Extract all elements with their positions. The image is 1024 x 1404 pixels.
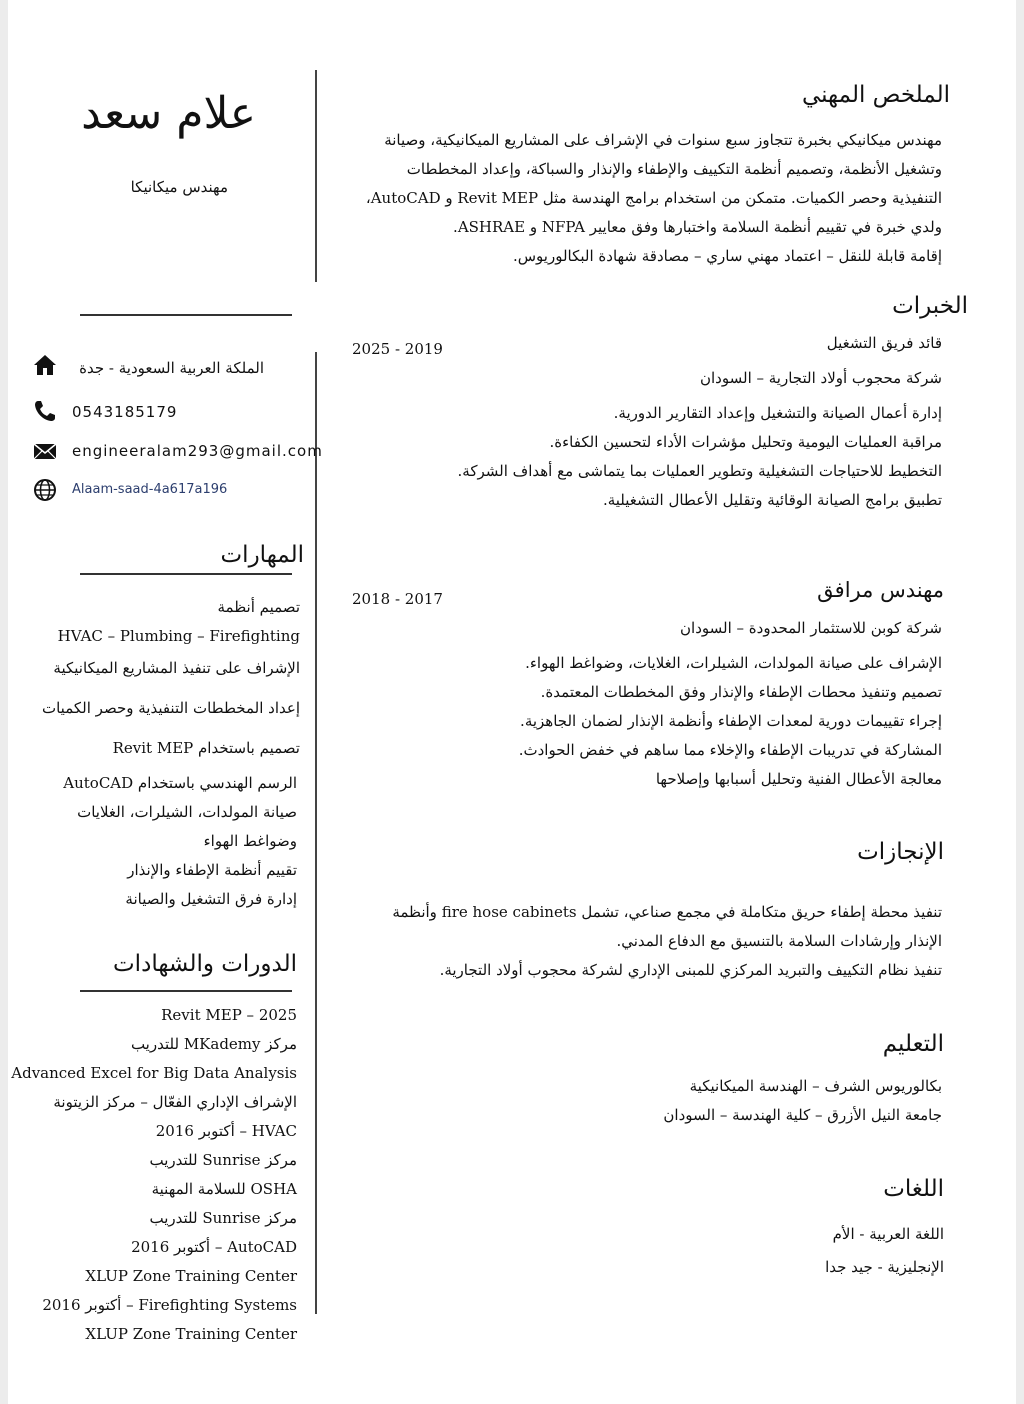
education-line: بكالوريوس الشرف – الهندسة الميكانيكية (689, 1077, 942, 1095)
job-bullet: الإشراف على صيانة المولدات، الشيلرات، الغلايات، وضواغط الهواء. (525, 654, 942, 672)
job-role: مهندس مرافق (817, 578, 944, 602)
list-item: HVAC – أكتوبر 2016 (155, 1122, 297, 1140)
summary-line: وتشغيل الأنظمة، وتصميم أنظمة التكييف والإطفاء والإنذار والسباكة، وإعداد المخططات (406, 160, 942, 178)
list-item: XLUP Zone Training Center (85, 1267, 297, 1285)
location-text: الملكة العربية السعودية - جدة (79, 359, 264, 377)
job-dates: 2025 - 2019 (352, 340, 443, 358)
education-title: التعليم (882, 1031, 944, 1057)
email-text[interactable]: engineeralam293@gmail.com (72, 442, 323, 460)
phone-text[interactable]: 0543185179 (72, 403, 178, 421)
job-company: شركة محجوب أولاد التجارية – السودان (700, 369, 942, 387)
home-icon (32, 352, 58, 378)
summary-line: التنفيذية وحصر الكميات. متمكن من استخدام برامج الهندسة مثل Revit MEP و AutoCAD، (365, 189, 942, 207)
list-item: الرسم الهندسي باستخدام AutoCAD (63, 774, 297, 792)
list-item: الإشراف الإداري الفعّال – مركز الزيتونة (53, 1093, 297, 1111)
phone-icon (32, 398, 58, 424)
list-item: Advanced Excel for Big Data Analysis (11, 1064, 297, 1082)
job-bullet: التخطيط للاحتياجات التشغيلية وتطوير العمليات بما يتماشى مع أهداف الشركة. (457, 462, 942, 480)
header-divider (80, 314, 292, 316)
list-item: تقييم أنظمة الإطفاء والإنذار (127, 861, 297, 879)
job-company: شركة كوبن للاستثمار المحدودة – السودان (680, 619, 942, 637)
courses-title: الدورات والشهادات (113, 951, 297, 977)
summary-line: إقامة قابلة للنقل – اعتماد مهني ساري – مصادقة شهادة البكالوريوس. (512, 247, 942, 265)
summary-line: ولدي خبرة في تقييم أنظمة السلامة واختبارها وفق معايير NFPA و ASHRAE. (453, 218, 942, 236)
job-bullet: مراقبة العمليات اليومية وتحليل مؤشرات الأداء لتحسين الكفاءة. (549, 433, 942, 451)
job-bullet: تطبيق برامج الصيانة الوقائية وتقليل الأعطال التشغيلية. (602, 491, 942, 509)
language-line: الإنجليزية - جيد جدا (825, 1258, 944, 1276)
list-item: Firefighting Systems – أكتوبر 2016 (42, 1296, 297, 1314)
courses-underline (80, 990, 292, 992)
job-role: قائد فريق التشغيل (826, 334, 942, 352)
job-dates: 2018 - 2017 (352, 590, 443, 608)
list-item: الإشراف على تنفيذ المشاريع الميكانيكية (53, 659, 300, 677)
email-icon (32, 438, 58, 464)
summary-title: الملخص المهني (801, 82, 950, 108)
list-item: AutoCAD – أكتوبر 2016 (131, 1238, 297, 1256)
experience-title: الخبرات (892, 293, 968, 319)
list-item: صيانة المولدات، الشيلرات، الغلايات (77, 803, 297, 821)
list-item: وضواغط الهواء (203, 832, 297, 850)
person-name: علام سعد (81, 88, 256, 139)
job-bullet: إجراء تقييمات دورية لمعدات الإطفاء وأنظمة الإنذار لضمان الجاهزية. (520, 712, 942, 730)
divider-main (315, 352, 317, 1314)
job-title: مهندس ميكانيكا (130, 178, 228, 196)
linkedin-text[interactable]: Alaam-saad-4a617a196 (72, 482, 228, 497)
list-item: تصميم أنظمة (217, 598, 300, 616)
skills-title: المهارات (220, 542, 304, 568)
achievement-line: تنفيذ نظام التكييف والتبريد المركزي للمبنى الإداري لشركة محجوب أولاد التجارية. (439, 961, 942, 979)
list-item: مركز MKademy للتدريب (130, 1035, 297, 1053)
language-line: اللغة العربية - الأم (832, 1225, 944, 1243)
job-bullet: تصميم وتنفيذ محطات الإطفاء والإنذار وفق المخططات المعتمدة. (540, 683, 942, 701)
summary-line: مهندس ميكانيكي بخبرة تتجاوز سبع سنوات في الإشراف على المشاريع الميكانيكية، وصيانة (384, 131, 942, 149)
list-item: HVAC – Plumbing – Firefighting (57, 627, 300, 645)
achievement-line: الإنذار وإرشادات السلامة بالتنسيق مع الدفاع المدني. (616, 932, 942, 950)
job-bullet: المشاركة في تدريبات الإطفاء والإخلاء مما ساهم في خفض الحوادث. (518, 741, 942, 759)
education-line: جامعة النيل الأزرق – كلية الهندسة – السودان (663, 1106, 942, 1124)
skills-underline (80, 573, 292, 575)
list-item: مركز Sunrise للتدريب (149, 1209, 297, 1227)
job-bullet: إدارة أعمال الصيانة والتشغيل وإعداد التقارير الدورية. (613, 404, 942, 422)
achievement-line: تنفيذ محطة إطفاء حريق متكاملة في مجمع صناعي، تشمل fire hose cabinets وأنظمة (392, 903, 942, 921)
job-bullet: معالجة الأعطال الفنية وتحليل أسبابها وإصلاحها (655, 770, 942, 788)
achievements-title: الإنجازات (857, 839, 944, 865)
list-item: إعداد المخططات التنفيذية وحصر الكميات (41, 699, 300, 717)
list-item: OSHA للسلامة المهنية (151, 1180, 297, 1198)
list-item: مركز Sunrise للتدريب (149, 1151, 297, 1169)
languages-title: اللغات (883, 1176, 944, 1202)
cv-page (8, 0, 1016, 1404)
list-item: إدارة فرق التشغيل والصيانة (125, 890, 297, 908)
list-item: XLUP Zone Training Center (85, 1325, 297, 1343)
list-item: Revit MEP – 2025 (161, 1006, 297, 1024)
globe-icon (32, 477, 58, 503)
divider-top (315, 70, 317, 282)
list-item: تصميم باستخدام Revit MEP (112, 739, 300, 757)
